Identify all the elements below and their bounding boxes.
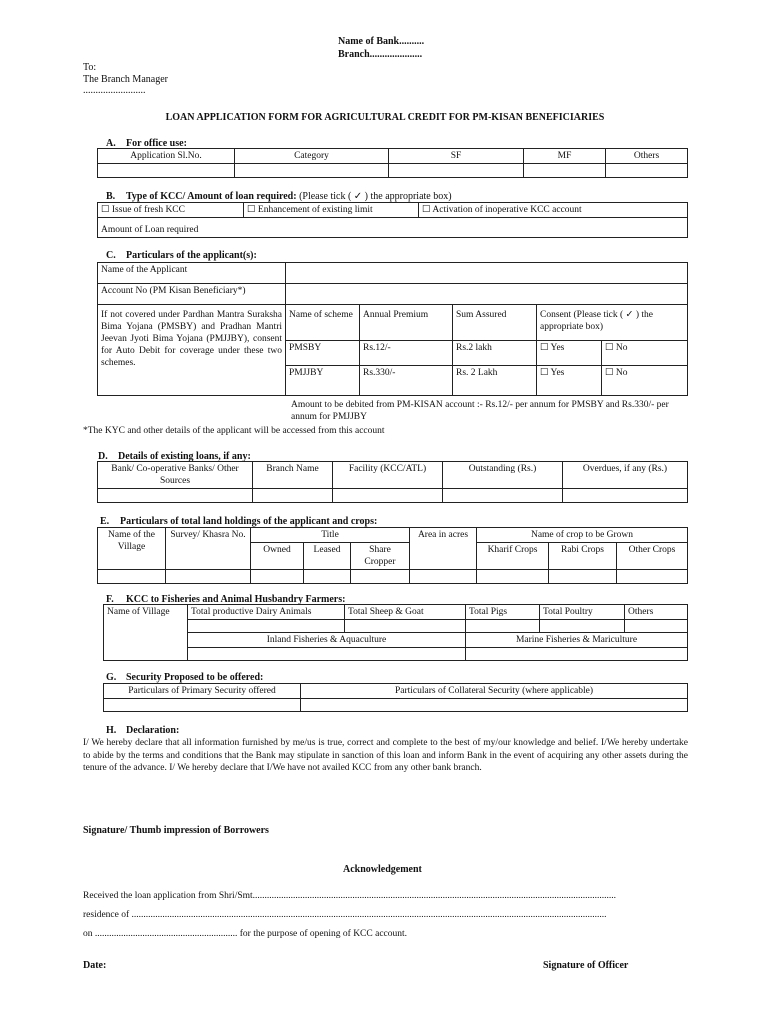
borrower-signature-label: Signature/ Thumb impression of Borrowers <box>83 825 269 836</box>
owned-field[interactable] <box>251 570 304 584</box>
marine-header: Marine Fisheries & Mariculture <box>466 633 688 648</box>
dairy-field[interactable] <box>188 620 345 633</box>
share-cropper-field[interactable] <box>351 570 410 584</box>
fresh-kcc-checkbox[interactable]: ☐ Issue of fresh KCC <box>98 203 244 218</box>
overdues-field[interactable] <box>563 489 688 503</box>
inland-field[interactable] <box>188 648 466 661</box>
other-crops-header: Other Crops <box>617 543 688 570</box>
application-no-field[interactable] <box>98 164 235 178</box>
col-facility: Facility (KCC/ATL) <box>333 462 443 489</box>
col-sf: SF <box>389 149 524 164</box>
enhancement-checkbox[interactable]: ☐ Enhancement of existing limit <box>244 203 419 218</box>
village-header: Name of Village <box>104 605 188 661</box>
poultry-field[interactable] <box>540 620 625 633</box>
ack-residence-line[interactable]: residence of ........................................................................................................................................................................................................ <box>83 910 607 920</box>
col-category: Category <box>235 149 389 164</box>
col-overdues: Overdues, if any (Rs.) <box>563 462 688 489</box>
branch-field[interactable] <box>253 489 333 503</box>
activation-checkbox[interactable]: ☐ Activation of inoperative KCC account <box>419 203 688 218</box>
consent-header: Consent (Please tick ( ✓ ) the appropriate box) <box>537 305 688 341</box>
branch-manager-label: The Branch Manager <box>83 74 168 85</box>
section-c-heading: C. Particulars of the applicant(s): <box>106 250 257 261</box>
owned-header: Owned <box>251 543 304 570</box>
facility-field[interactable] <box>333 489 443 503</box>
bank-field[interactable] <box>98 489 253 503</box>
bank-name-line: Name of Bank.......... <box>338 36 425 47</box>
section-b-heading: B. Type of KCC/ Amount of loan required: (Please tick ( ✓ ) the appropriate box) <box>106 191 452 202</box>
sheep-header: Total Sheep & Goat <box>345 605 466 620</box>
village-field[interactable] <box>98 570 166 584</box>
dots-line: ......................... <box>83 85 146 96</box>
inland-header: Inland Fisheries & Aquaculture <box>188 633 466 648</box>
other-crops-field[interactable] <box>617 570 688 584</box>
pmjjby-label: PMJJBY <box>286 366 360 396</box>
security-table <box>103 683 688 712</box>
sum-assured-header: Sum Assured <box>453 305 537 341</box>
pmsby-no-checkbox[interactable]: ☐ No <box>602 341 688 366</box>
declaration-text: I/ We hereby declare that all information furnished by me/us is true, correct and complete to the best of my/our knowledge and belief. I/We hereby undertake to abide by the terms and conditions that the Bank may stipulate in sanction of this loan and inform Bank in the event of acquiring any other assets during the tenure of the advance. I/ We hereby declare that I/We have not availed KCC from any other bank branch. <box>83 738 688 773</box>
scheme-header: Name of scheme <box>286 305 360 341</box>
kyc-note: *The KYC and other details of the applicant will be accessed from this account <box>83 426 385 436</box>
outstanding-field[interactable] <box>443 489 563 503</box>
kcc-type-table <box>97 202 688 238</box>
rabi-header: Rabi Crops <box>549 543 617 570</box>
office-use-table <box>97 148 688 178</box>
premium-header: Annual Premium <box>360 305 453 341</box>
others-field[interactable] <box>625 620 688 633</box>
pigs-field[interactable] <box>466 620 540 633</box>
pmsby-yes-checkbox[interactable]: ☐ Yes <box>537 341 602 366</box>
pmjjby-premium: Rs.330/- <box>360 366 453 396</box>
col-bank: Bank/ Co-operative Banks/ Other Sources <box>98 462 253 489</box>
share-cropper-header: Share Cropper <box>351 543 410 570</box>
applicant-name-field[interactable] <box>286 263 688 284</box>
account-no-label: Account No (PM Kisan Beneficiary*) <box>98 284 286 305</box>
pmjjby-no-checkbox[interactable]: ☐ No <box>602 366 688 396</box>
officer-signature-label: Signature of Officer <box>543 960 629 971</box>
pmjjby-yes-checkbox[interactable]: ☐ Yes <box>537 366 602 396</box>
col-application-no: Application Sl.No. <box>98 149 235 164</box>
applicant-name-label: Name of the Applicant <box>98 263 286 284</box>
account-no-field[interactable] <box>286 284 688 305</box>
others-field[interactable] <box>606 164 688 178</box>
village-header: Name of the Village <box>98 528 166 570</box>
amount-field[interactable] <box>244 218 688 238</box>
crop-header: Name of crop to be Grown <box>477 528 688 543</box>
dairy-header: Total productive Dairy Animals <box>188 605 345 620</box>
branch-line: Branch..................... <box>338 49 423 60</box>
pigs-header: Total Pigs <box>466 605 540 620</box>
rabi-field[interactable] <box>549 570 617 584</box>
collateral-security-field[interactable] <box>301 699 688 712</box>
pmsby-premium: Rs.12/- <box>360 341 453 366</box>
survey-field[interactable] <box>166 570 251 584</box>
land-holdings-table <box>97 527 688 584</box>
col-outstanding: Outstanding (Rs.) <box>443 462 563 489</box>
section-a-heading: A. For office use: <box>106 138 187 149</box>
section-f-heading: F. KCC to Fisheries and Animal Husbandry Farmers: <box>106 594 346 605</box>
section-e-heading: E. Particulars of total land holdings of the applicant and crops: <box>100 516 378 527</box>
existing-loans-table <box>97 461 688 503</box>
col-others: Others <box>606 149 688 164</box>
col-branch: Branch Name <box>253 462 333 489</box>
acknowledgement-heading: Acknowledgement <box>343 864 422 875</box>
auto-debit-consent-text: If not covered under Pardhan Mantra Suraksha Bima Yojana (PMSBY) and Pradhan Mantri Jeevan Jyoti Bima Yojana (PMJJBY), consent for Auto Debit for coverage under these two schemes. <box>98 305 286 396</box>
kharif-header: Kharif Crops <box>477 543 549 570</box>
pmsby-sum: Rs.2 lakh <box>453 341 537 366</box>
sheep-field[interactable] <box>345 620 466 633</box>
leased-header: Leased <box>304 543 351 570</box>
ack-on-line[interactable]: on ............................................................ for the purpose of opening of KCC account. <box>83 929 408 939</box>
kharif-field[interactable] <box>477 570 549 584</box>
to-label: To: <box>83 62 97 73</box>
date-label: Date: <box>83 960 107 971</box>
section-h-heading: H. Declaration: <box>106 725 180 736</box>
area-field[interactable] <box>410 570 477 584</box>
leased-field[interactable] <box>304 570 351 584</box>
amount-label: Amount of Loan required <box>98 218 244 238</box>
applicant-table <box>97 262 688 396</box>
area-header: Area in acres <box>410 528 477 570</box>
category-field[interactable] <box>235 164 389 178</box>
marine-field[interactable] <box>466 648 688 661</box>
section-g-heading: G. Security Proposed to be offered: <box>106 672 264 683</box>
debit-note: Amount to be debited from PM-KISAN account :- Rs.12/- per annum for PMSBY and Rs.330/- per annum for PMJJBY <box>291 400 669 422</box>
fisheries-table <box>103 604 688 661</box>
title-header: Title <box>251 528 410 543</box>
mf-field[interactable] <box>524 164 606 178</box>
sf-field[interactable] <box>389 164 524 178</box>
primary-security-field[interactable] <box>104 699 301 712</box>
col-mf: MF <box>524 149 606 164</box>
others-header: Others <box>625 605 688 620</box>
poultry-header: Total Poultry <box>540 605 625 620</box>
collateral-security-header: Particulars of Collateral Security (where applicable) <box>301 684 688 699</box>
pmsby-label: PMSBY <box>286 341 360 366</box>
primary-security-header: Particulars of Primary Security offered <box>104 684 301 699</box>
ack-received-line[interactable]: Received the loan application from Shri/Smt......................................................................................................................................................... <box>83 891 617 901</box>
survey-header: Survey/ Khasra No. <box>166 528 251 570</box>
pmjjby-sum: Rs. 2 Lakh <box>453 366 537 396</box>
form-title: LOAN APPLICATION FORM FOR AGRICULTURAL CREDIT FOR PM-KISAN BENEFICIARIES <box>165 112 605 123</box>
section-d-heading: D. Details of existing loans, if any: <box>98 451 251 462</box>
